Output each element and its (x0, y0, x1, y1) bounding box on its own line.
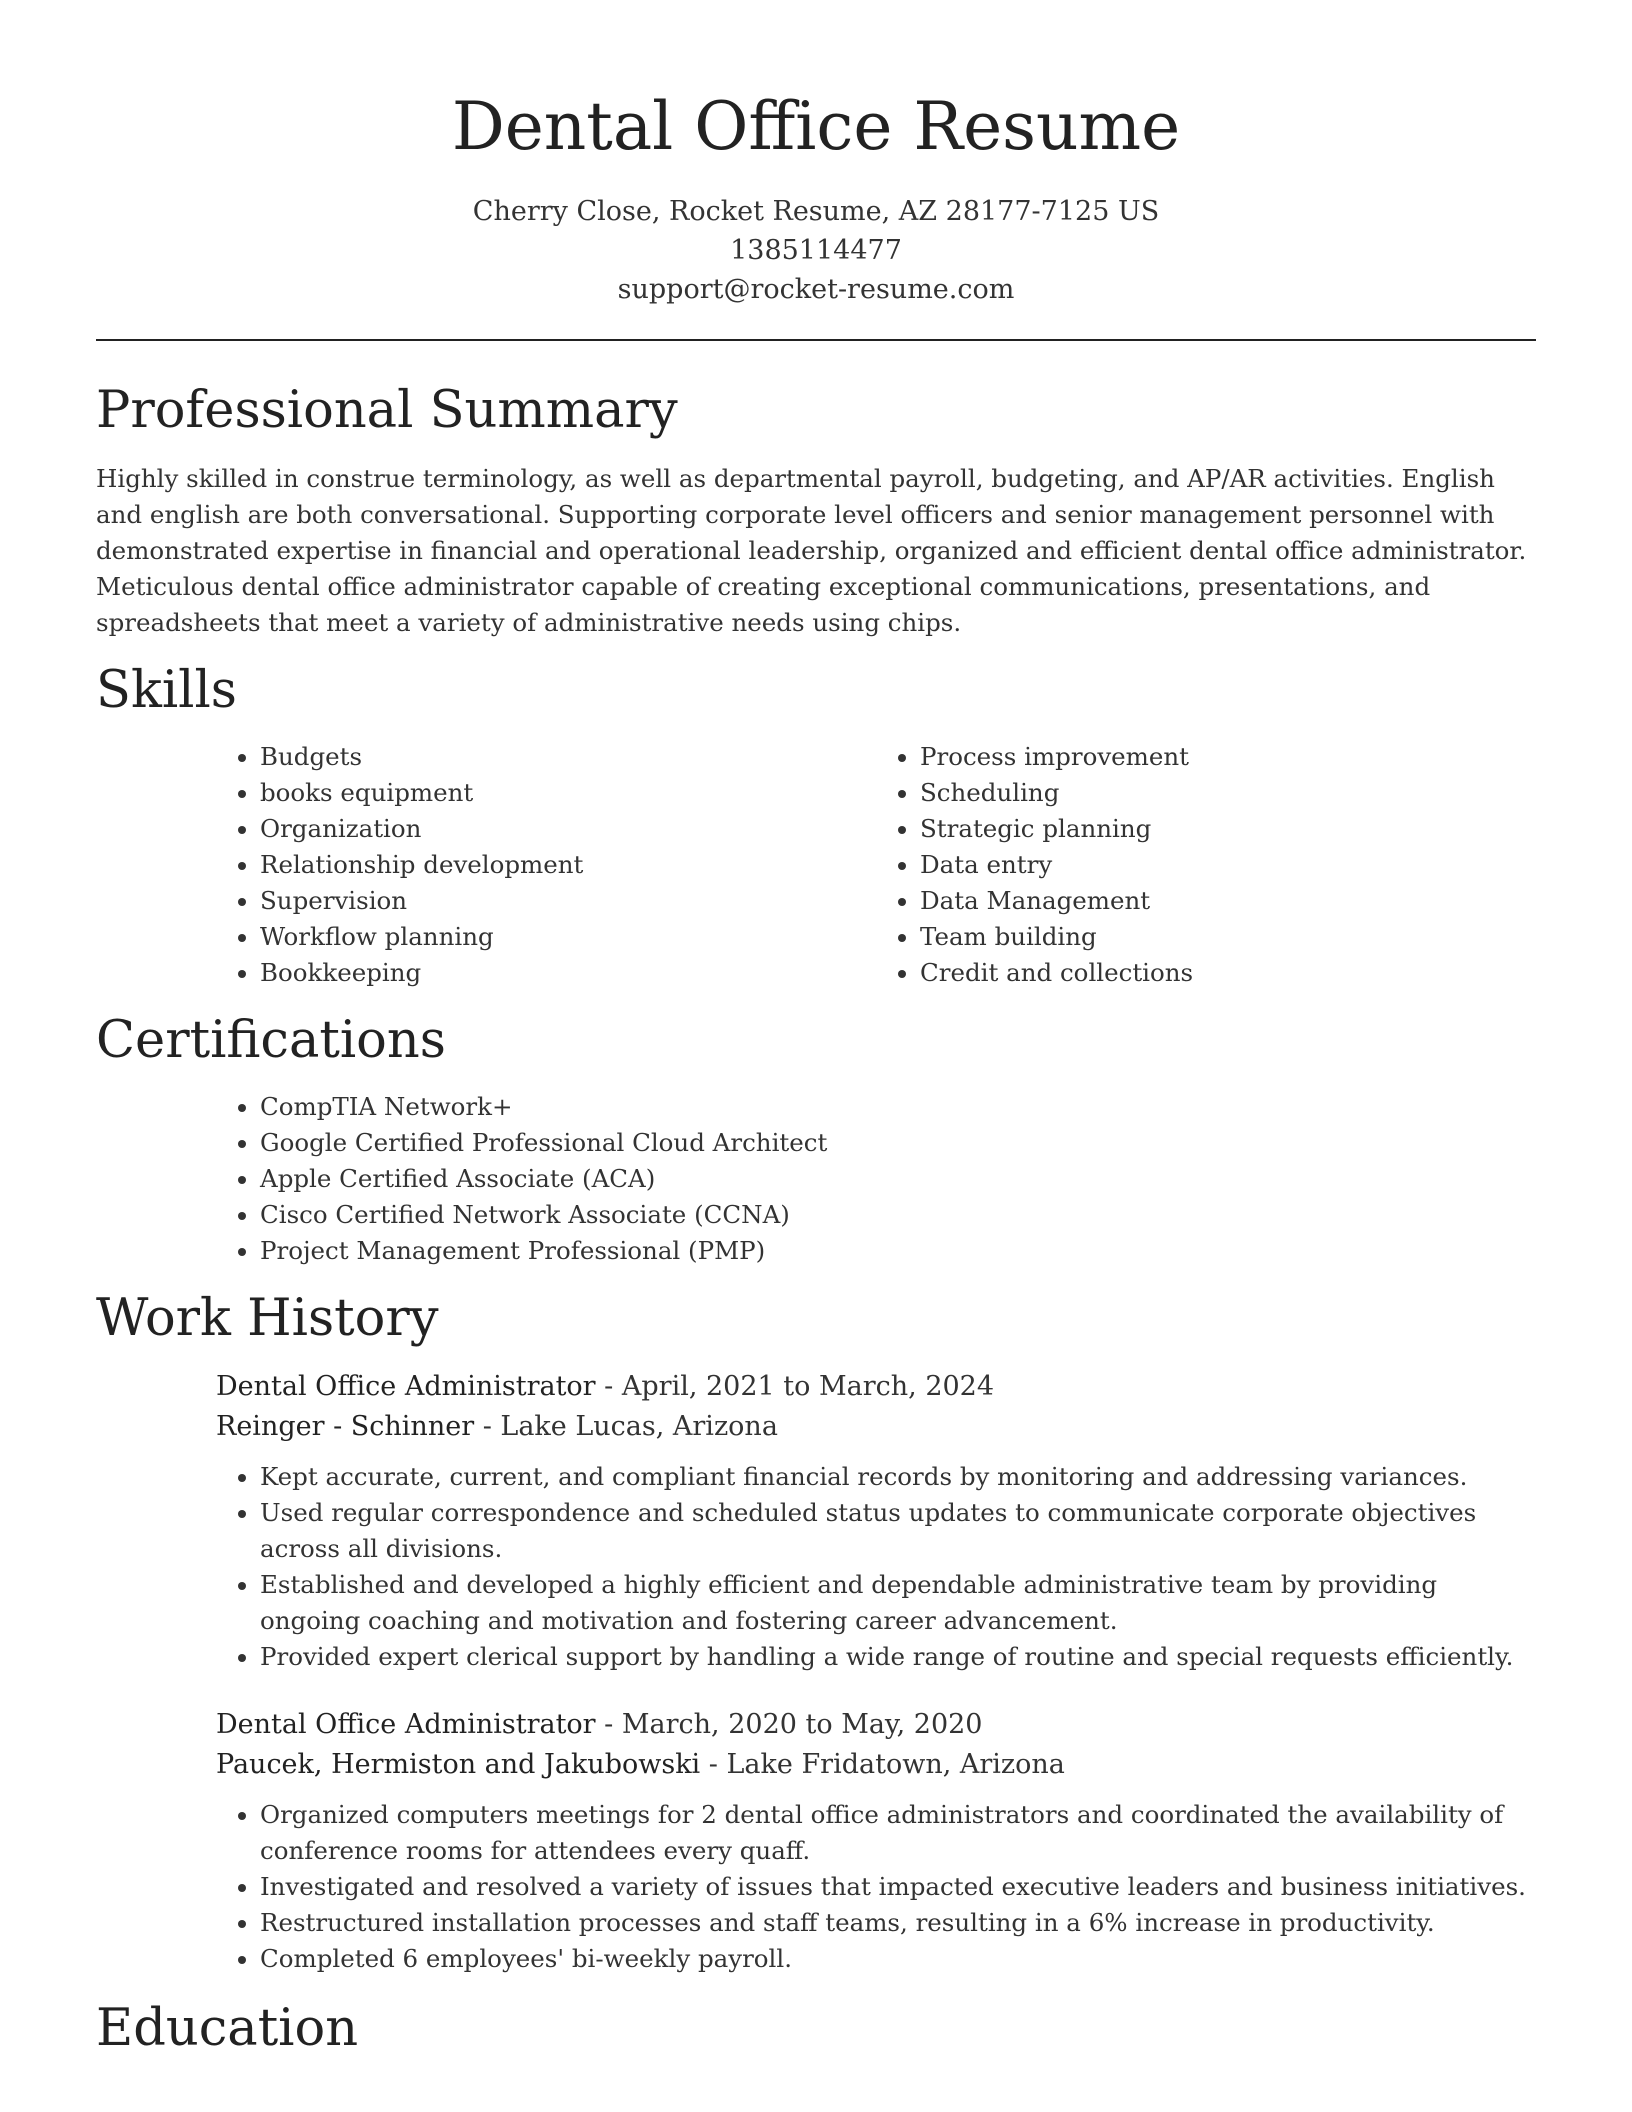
certification-item: • CompTIA Network+ (260, 1089, 1536, 1125)
skill-item: • Scheduling (920, 775, 1536, 811)
job-dates: - March, 2020 to May, 2020 (595, 1709, 983, 1740)
skill-item: • Relationship development (260, 847, 876, 883)
job-bullet: • Provided expert clerical support by handling a wide range of routine and special requests efficiently. (260, 1639, 1536, 1675)
job-location: - Lake Lucas, Arizona (474, 1411, 778, 1442)
summary-text: Highly skilled in construe terminology, as well as departmental payroll, budgeting, and AP/AR activities. English and english are both conversational. Supporting corporate level officers and senior management personnel with demonstrated expertise in financial and operational leadership, organized and efficient dental office administrator. Meticulous dental office administrator capable of creating exceptional communications, presentations, and spreadsheets that meet a variety of administrative needs using chips. (96, 464, 1527, 637)
skill-item: • Strategic planning (920, 811, 1536, 847)
certification-item: • Project Management Professional (PMP) (260, 1233, 1536, 1269)
skill-item: • Credit and collections (920, 955, 1536, 991)
job-role: Dental Office Administrator (216, 1371, 596, 1402)
education-section (96, 1999, 1536, 2059)
job-entry (216, 1705, 1536, 1977)
work-history-heading: Work History (96, 1289, 439, 1348)
resume-header (96, 0, 1536, 309)
job-title-line (216, 1705, 1536, 1745)
summary-section (96, 381, 1536, 641)
resume-page (96, 0, 1536, 2059)
education-heading: Education (96, 1999, 359, 2058)
contact-info (96, 192, 1536, 309)
skill-item: • Data entry (920, 847, 1536, 883)
certifications-section (96, 1011, 1536, 1269)
header-divider (96, 339, 1536, 341)
skills-list-left (216, 739, 876, 991)
skills-section (96, 661, 1536, 991)
skill-item: • Team building (920, 919, 1536, 955)
skill-item: • books equipment (260, 775, 876, 811)
job-bullet: • Organized computers meetings for 2 dental office administrators and coordinated the availability of conference rooms for attendees every quaff. (260, 1797, 1536, 1869)
skill-item: • Budgets (260, 739, 876, 775)
contact-phone: 1385114477 (730, 235, 902, 266)
skill-item: • Data Management (920, 883, 1536, 919)
certification-item: • Cisco Certified Network Associate (CCNA) (260, 1197, 1536, 1233)
job-dates: - April, 2021 to March, 2024 (595, 1371, 995, 1402)
job-bullet: • Restructured installation processes and staff teams, resulting in a 6% increase in productivity. (260, 1905, 1536, 1941)
certification-item: • Google Certified Professional Cloud Architect (260, 1125, 1536, 1161)
skill-item: • Workflow planning (260, 919, 876, 955)
job-bullet: • Investigated and resolved a variety of issues that impacted executive leaders and business initiatives. (260, 1869, 1536, 1905)
job-bullet: • Completed 6 employees' bi-weekly payroll. (260, 1941, 1536, 1977)
job-bullet: • Kept accurate, current, and compliant financial records by monitoring and addressing variances. (260, 1459, 1536, 1495)
skills-grid (216, 739, 1536, 991)
contact-email: support@rocket-resume.com (617, 274, 1015, 305)
job-bullet-list (216, 1459, 1536, 1675)
job-entry (216, 1367, 1536, 1675)
skill-item: • Organization (260, 811, 876, 847)
job-bullet: • Used regular correspondence and scheduled status updates to communicate corporate objectives across all divisions. (260, 1495, 1536, 1567)
job-company: Paucek, Hermiston and Jakubowski (216, 1749, 701, 1780)
contact-address: Cherry Close, Rocket Resume, AZ 28177-7125 US (472, 196, 1160, 227)
job-company-line (216, 1745, 1536, 1785)
skills-list-right (876, 739, 1536, 991)
job-location: - Lake Fridatown, Arizona (700, 1749, 1065, 1780)
certifications-heading: Certifications (96, 1011, 446, 1070)
work-history-section (96, 1289, 1536, 1977)
certifications-list (216, 1089, 1536, 1269)
summary-heading: Professional Summary (96, 381, 678, 440)
skill-item: • Process improvement (920, 739, 1536, 775)
job-role: Dental Office Administrator (216, 1709, 596, 1740)
resume-title: Dental Office Resume (451, 88, 1181, 165)
job-title-line (216, 1367, 1536, 1407)
job-bullet: • Established and developed a highly efficient and dependable administrative team by providing ongoing coaching and motivation and fostering career advancement. (260, 1567, 1536, 1639)
job-company-line (216, 1407, 1536, 1447)
job-company: Reinger - Schinner (216, 1411, 475, 1442)
certification-item: • Apple Certified Associate (ACA) (260, 1161, 1536, 1197)
skill-item: • Supervision (260, 883, 876, 919)
skill-item: • Bookkeeping (260, 955, 876, 991)
skills-heading: Skills (96, 661, 237, 720)
job-bullet-list (216, 1797, 1536, 1977)
